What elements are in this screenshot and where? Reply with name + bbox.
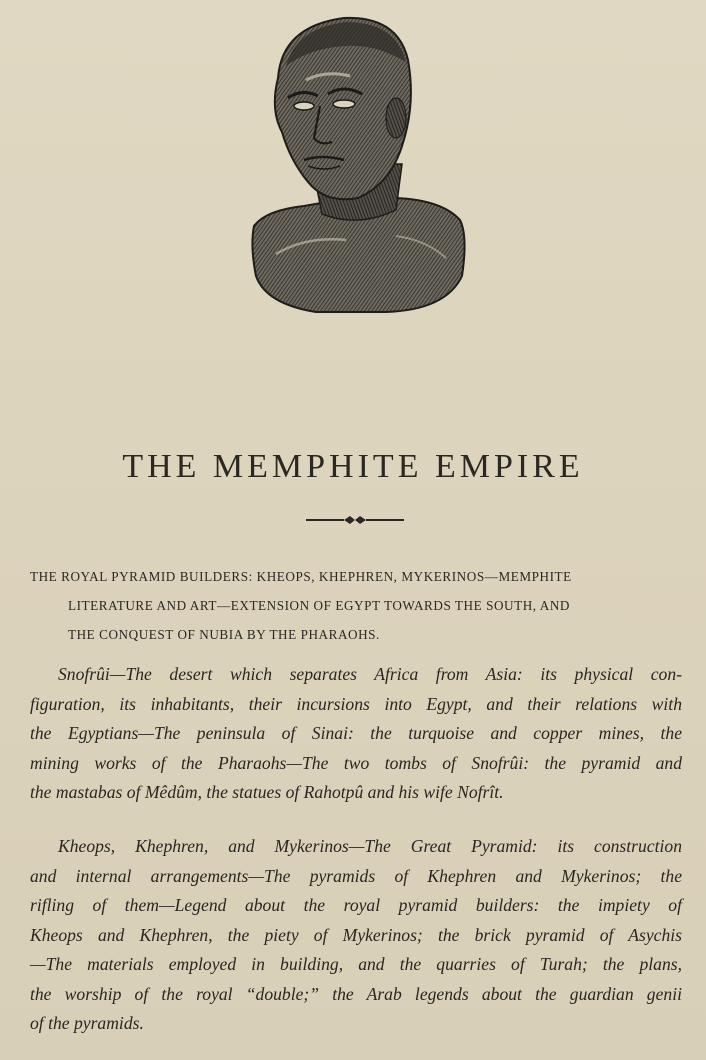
paragraph-line: the worship of the royal “double;” the Arab legends about the guardian genii <box>30 983 682 1004</box>
paragraph-line: mining works of the Pharaohs—The two tombs of Snofrûi: the pyramid and <box>30 752 682 773</box>
paragraph-line: the Egyptians—The peninsula of Sinai: the turquoise and copper mines, the <box>30 723 682 743</box>
chapter-summary <box>30 562 688 649</box>
paragraph-line: Kheops, Khephren, and Mykerinos—The Great Pyramid: its construction <box>58 836 682 856</box>
paragraph-kheops <box>30 832 682 1039</box>
summary-line: THE CONQUEST OF NUBIA BY THE PHARAOHS. <box>68 627 380 642</box>
paragraph-line: Snofrûi—The desert which separates Africa from Asia: its physical con- <box>58 664 682 684</box>
paragraph-snofrui <box>30 660 682 808</box>
paragraph-line: the mastabas of Mêdûm, the statues of Rahotpû and his wife Nofrît. <box>30 782 504 802</box>
summary-line: LITERATURE AND ART—EXTENSION OF EGYPT TOWARDS THE SOUTH, AND <box>68 598 570 613</box>
portrait-bust-engraving <box>246 14 470 314</box>
chapter-title: THE MEMPHITE EMPIRE <box>122 448 584 485</box>
summary-line: THE ROYAL PYRAMID BUILDERS: KHEOPS, KHEPHREN, MYKERINOS—MEMPHITE <box>30 569 572 584</box>
paragraph-line: rifling of them—Legend about the royal pyramid builders: the impiety of <box>30 895 682 915</box>
paragraph-line: figuration, its inhabitants, their incursions into Egypt, and their relations with <box>30 693 682 714</box>
paragraph-line: Kheops and Khephren, the piety of Mykerinos; the brick pyramid of Asychis <box>30 924 682 945</box>
paragraph-line: —The materials employed in building, and the quarries of Turah; the plans, <box>30 954 682 974</box>
ornamental-rule-icon <box>306 512 404 528</box>
paragraph-line: of the pyramids. <box>30 1013 144 1033</box>
paragraph-line: and internal arrangements—The pyramids of Khephren and Mykerinos; the <box>30 865 682 886</box>
